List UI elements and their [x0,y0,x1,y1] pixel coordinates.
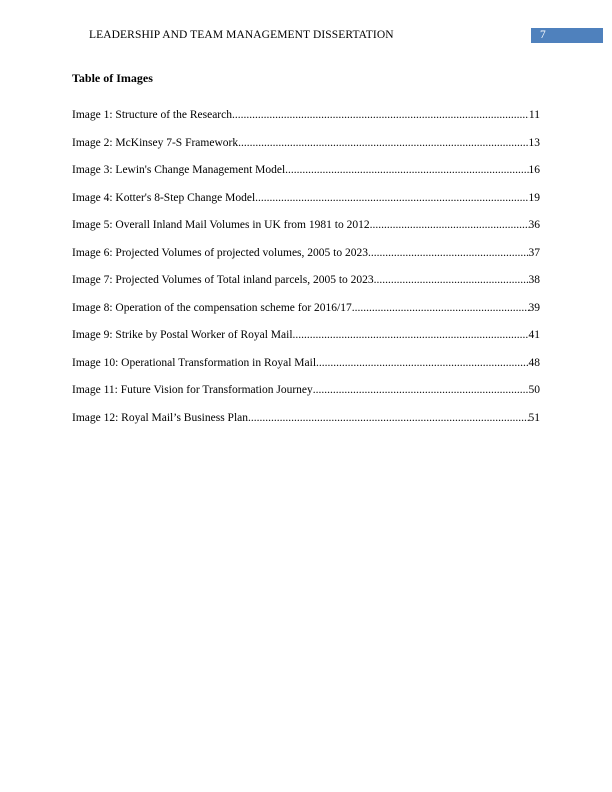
toc-entry-label: Image 1: Structure of the Research [72,109,232,121]
toc-entry-label: Image 5: Overall Inland Mail Volumes in UK from 1981 to 2012 [72,219,370,231]
toc-entry[interactable] [72,329,540,357]
toc-entry-label: Image 8: Operation of the compensation scheme for 2016/17 [72,301,352,314]
toc-entry[interactable] [72,357,540,385]
toc-entry[interactable] [72,302,540,330]
toc-entry-page: 36 [528,219,540,231]
header-title: LEADERSHIP AND TEAM MANAGEMENT DISSERTATION [89,29,394,41]
dot-leader [238,137,528,149]
toc-entry-page: 41 [528,329,540,341]
toc-entry-page: 48 [528,356,540,369]
toc-entry[interactable] [72,274,540,302]
dot-leader [316,357,528,369]
toc-entry-label: Image 6: Projected Volumes of projected volumes, 2005 to 2023 [72,246,368,259]
toc-entry-label: Image 9: Strike by Postal Worker of Royal Mail [72,329,293,341]
dot-leader [232,109,529,121]
toc-entry[interactable] [72,219,540,247]
dot-leader [313,384,529,396]
toc-entry-label: Image 11: Future Vision for Transformation Journey [72,384,313,396]
toc-entry[interactable] [72,164,540,192]
toc-entry-page: 11 [528,109,540,121]
toc-entry[interactable] [72,109,540,137]
table-of-images [72,109,540,439]
toc-entry-page: 16 [528,164,540,176]
toc-entry[interactable] [72,412,540,440]
toc-entry-page: 50 [528,384,540,396]
dot-leader [374,274,529,286]
toc-entry[interactable] [72,247,540,275]
toc-entry-label: Image 2: McKinsey 7-S Framework [72,136,239,149]
dot-leader [352,302,529,314]
toc-entry-label: Image 10: Operational Transformation in Royal Mail [72,356,317,369]
page-header [0,28,612,44]
toc-entry-label: Image 7: Projected Volumes of Total inland parcels, 2005 to 2023 [72,274,374,286]
dot-leader [255,192,528,204]
toc-entry-page: 13 [528,136,540,149]
dot-leader [293,329,529,341]
toc-entry-label: Image 3: Lewin's Change Management Model [72,164,286,176]
dot-leader [368,247,529,259]
toc-entry-label: Image 12: Royal Mail’s Business Plan [72,411,249,424]
toc-entry[interactable] [72,384,540,412]
toc-entry-label: Image 4: Kotter's 8-Step Change Model [72,191,256,204]
dot-leader [370,219,529,231]
page-number-badge: 7 [531,28,603,43]
toc-entry-page: 38 [528,274,540,286]
toc-entry-page: 37 [528,246,540,259]
toc-entry-page: 51 [528,411,540,424]
toc-heading: Table of Images [72,71,153,85]
dot-leader [248,412,528,424]
toc-entry-page: 39 [528,301,540,314]
toc-entry-page: 19 [528,191,540,204]
toc-entry[interactable] [72,137,540,165]
toc-entry[interactable] [72,192,540,220]
dot-leader [285,164,528,176]
